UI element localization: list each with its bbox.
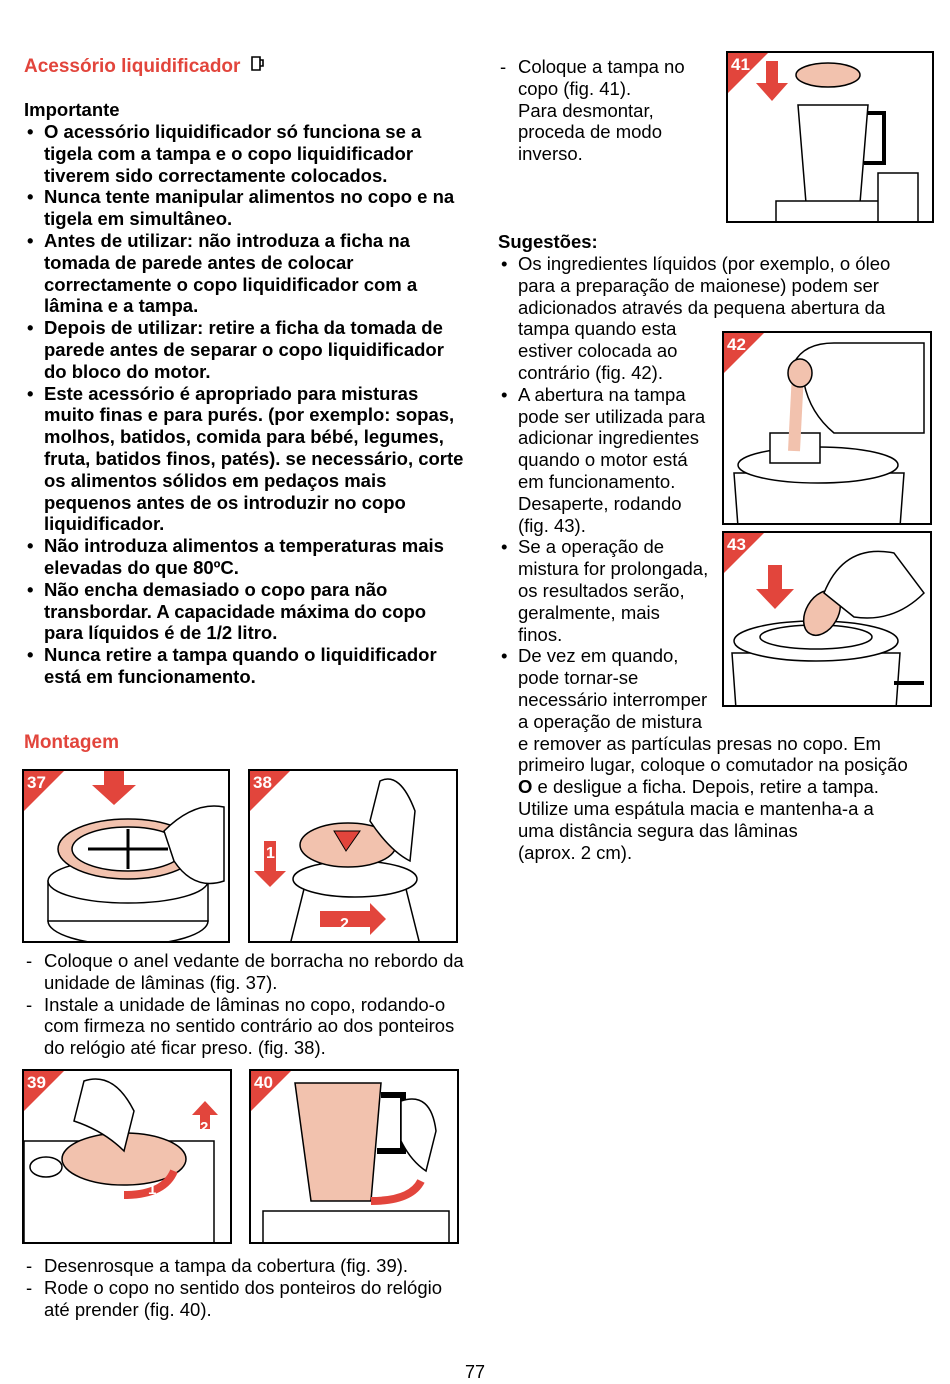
figure-38-illustration	[250, 771, 458, 943]
text-fragment: e desligue a ficha. Depois, retire a tampa.	[532, 776, 879, 798]
figure-37-illustration	[24, 771, 230, 943]
figure-40-illustration	[251, 1071, 459, 1244]
text-line: • De vez em quando,	[518, 645, 679, 667]
text-line: e remover as partículas presas no copo. Em	[518, 732, 881, 754]
text-line: (aprox. 2 cm).	[518, 841, 633, 863]
warning-item: • Este acessório é apropriado para misturas muito finas e para purés. (por exemplo: sopas, molhos, batidos, comida para bébé, legumes, fruta, batidos finos, patés). se necessário, corte os alimentos sólidos em pedaços mais pequenos antes de os introduzir no copo liquidificador.	[24, 383, 464, 536]
text-line: Desaperte, rodando	[518, 492, 682, 514]
important-label: Importante	[24, 99, 120, 120]
text-line: em funcionamento.	[518, 470, 676, 492]
figure-41-illustration	[728, 53, 934, 223]
figure-43-number: 43	[727, 535, 746, 554]
text-line: • Se a operação de	[518, 536, 665, 558]
figure-38-number: 38	[253, 773, 272, 792]
text-line: copo (fig. 41).	[518, 77, 632, 99]
text-line: proceda de modo	[518, 121, 662, 143]
assembly-steps-b	[24, 1255, 464, 1320]
blender-section-title: Acessório liquidificador	[24, 56, 241, 77]
figure-42-illustration	[724, 333, 932, 525]
figure-38-step-2: 2	[340, 916, 349, 933]
text-line: • Os ingredientes líquidos (por exemplo, o óleo	[518, 253, 891, 274]
figure-39-illustration	[24, 1071, 232, 1244]
blender-section-header	[24, 55, 264, 78]
assembly-steps-a	[24, 950, 464, 1059]
lid-step	[498, 56, 718, 165]
text-line: necessário interromper	[518, 688, 708, 710]
lid-step-item	[498, 56, 718, 165]
warning-item: • Antes de utilizar: não introduza a ficha na tomada de parede antes de colocar correctamente o copo liquidificador com a lâmina e a tampa.	[24, 230, 464, 317]
figure-39-step-2: 2	[200, 1119, 209, 1136]
tips-label: Sugestões:	[498, 231, 598, 252]
figure-41-number: 41	[731, 55, 750, 74]
warning-item: • Nunca retire a tampa quando o liquidificador está em funcionamento.	[24, 644, 464, 688]
warning-item: • O acessório liquidificador só funciona se a tigela com a tampa e o copo liquidificador tiverem sido correctamente colocados.	[24, 121, 464, 186]
text-line: finos.	[518, 623, 563, 645]
text-line: primeiro lugar, coloque o comutador na posição	[518, 754, 908, 776]
warning-item: • Nunca tente manipular alimentos no copo e na tigela em simultâneo.	[24, 186, 464, 230]
blender-cup-icon	[250, 56, 264, 74]
text-line: Utilize uma espátula macia e mantenha-a a	[518, 797, 874, 819]
assembly-step: - Coloque o anel vedante de borracha no rebordo da unidade de lâminas (fig. 37).	[24, 950, 464, 994]
figure-37-number: 37	[27, 773, 46, 792]
text-line: tampa quando esta	[518, 318, 677, 340]
assembly-step: - Instale a unidade de lâminas no copo, rodando-o com firmeza no sentido contrário ao dos ponteiros do relógio até ficar preso. (fig. 38).	[24, 994, 464, 1059]
figure-38-step-1: 1	[266, 845, 275, 862]
figure-43	[722, 531, 932, 707]
warning-item: • Depois de utilizar: retire a ficha da tomada de parede antes de separar o copo liquidificador do bloco do motor.	[24, 317, 464, 382]
text-line: adicionar ingredientes	[518, 427, 700, 449]
figure-40	[249, 1069, 459, 1244]
assembly-section-title: Montagem	[24, 732, 119, 753]
text-line: quando o motor está	[518, 449, 688, 471]
text-line	[518, 776, 938, 798]
text-line: a operação de mistura	[518, 710, 703, 732]
text-line: pode tornar-se	[518, 667, 639, 689]
figure-42	[722, 331, 932, 525]
warning-item: • Não introduza alimentos a temperaturas mais elevadas do que 80ºC.	[24, 535, 464, 579]
text-line: inverso.	[518, 143, 583, 165]
figure-42-number: 42	[727, 335, 746, 354]
text-line: adicionados através da pequena abertura da	[518, 296, 886, 318]
switch-position-o: O	[518, 776, 533, 798]
figure-37	[22, 769, 230, 943]
figure-41	[726, 51, 934, 223]
warnings-list	[24, 121, 464, 688]
assembly-step: - Desenrosque a tampa da cobertura (fig. 39).	[24, 1255, 464, 1277]
text-line: os resultados serão,	[518, 579, 685, 601]
text-line: (fig. 43).	[518, 514, 586, 536]
figure-40-number: 40	[254, 1073, 273, 1092]
figure-43-illustration	[724, 533, 932, 707]
text-line: uma distância segura das lâminas	[518, 819, 798, 841]
warning-item: • Não encha demasiado o copo para não transbordar. A capacidade máxima do copo para líquidos é de 1/2 litro.	[24, 579, 464, 644]
text-line: estiver colocada ao	[518, 340, 678, 362]
text-line: para a preparação de maionese) podem ser	[518, 274, 879, 296]
figure-39-step-1: 1	[148, 1181, 157, 1198]
text-line: • A abertura na tampa	[518, 383, 686, 405]
text-line: geralmente, mais	[518, 601, 660, 623]
text-line: mistura for prolongada,	[518, 558, 709, 580]
page-number: 77	[464, 1362, 486, 1382]
text-line: Para desmontar,	[518, 99, 654, 121]
figure-38	[248, 769, 458, 943]
text-line: - Coloque a tampa no	[518, 56, 685, 77]
figure-39	[22, 1069, 232, 1244]
text-line: contrário (fig. 42).	[518, 361, 663, 383]
assembly-step: - Rode o copo no sentido dos ponteiros do relógio até prender (fig. 40).	[24, 1277, 464, 1321]
figure-39-number: 39	[27, 1073, 46, 1092]
text-line: pode ser utilizada para	[518, 405, 706, 427]
